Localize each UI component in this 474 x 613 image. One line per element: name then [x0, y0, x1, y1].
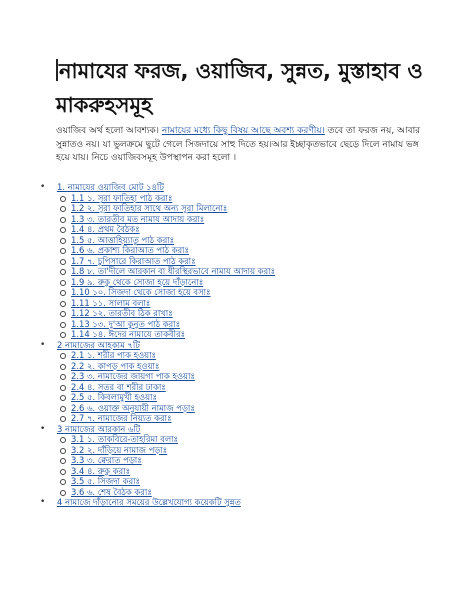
toc-item	[30, 245, 450, 256]
toc-item	[30, 350, 450, 361]
toc-item	[30, 203, 450, 214]
toc-section-1-link[interactable]: 1. নামাযের ওয়াজিব মোট ১৪টি	[57, 182, 164, 192]
toc-item	[30, 413, 450, 424]
toc-item-link[interactable]: 1.9 ৯. রুকু থেকে সোজা হয়ে দাঁড়ানোঃ	[71, 276, 204, 287]
toc-section-3	[30, 424, 450, 435]
toc-item	[30, 382, 450, 393]
toc-item	[30, 193, 450, 204]
toc-section-1	[30, 182, 450, 193]
toc-item	[30, 256, 450, 267]
toc-item-link[interactable]: 3.3 ৩. ক্বেরাত পড়াঃ	[71, 455, 142, 465]
toc-item	[30, 319, 450, 330]
toc-item-link[interactable]: 3.2 ২. দাঁড়িয়ে নামাজ পড়াঃ	[71, 444, 168, 455]
toc-item-link[interactable]: 3.6 ৬. শেষ বৈঠক করাঃ	[71, 486, 152, 497]
toc-item-link[interactable]: 3.5 ৫. সিজদা করাঃ	[71, 476, 141, 486]
toc-item-link[interactable]: 2.7 ৭. নামাজের নিয়্যত করাঃ	[71, 413, 172, 423]
toc-item	[30, 455, 450, 466]
toc-item	[30, 445, 450, 456]
toc-item	[30, 476, 450, 487]
toc-item-link[interactable]: 1.1 ১. সূরা ফাতিহা পাঠ করাঃ	[71, 192, 173, 203]
toc-item-link[interactable]: 1.5 ৫. আত্তাহিয়্যাতু পাঠ করাঃ	[71, 234, 175, 245]
toc-item-link[interactable]: 2.6 ৬. ওয়াক্ত অনুযায়ী নামাজ পড়াঃ	[71, 402, 195, 413]
toc-item	[30, 308, 450, 319]
toc-item-link[interactable]: 1.10 ১০. সিজদা থেকে সোজা হয়ে বসাঃ	[71, 287, 211, 297]
toc-item	[30, 403, 450, 414]
toc-item-link[interactable]: 1.7 ৭. চুপিসারে কিরাআত পাঠ করাঃ	[71, 255, 196, 266]
title-text: নামাযের ফরজ, ওয়াজিব, সুন্নত, মুস্তাহাব ও মাকরুহসমূহ	[56, 59, 423, 117]
intro-link[interactable]: নামাযের মধ্যে কিছু বিষয় আছে অবশ্য করণীয়।	[161, 126, 325, 136]
toc-item-link[interactable]: 1.6 ৬. প্রকাশ্য কিরাআত পাঠ করাঃ	[71, 245, 189, 255]
page-title	[56, 54, 456, 122]
toc-item-link[interactable]: 1.3 ৩. তারতীব মত নামায আদায় করাঃ	[71, 213, 205, 224]
toc-item	[30, 466, 450, 477]
toc-item	[30, 434, 450, 445]
toc-item-link[interactable]: 1.14 ১৪. ঈদের নামাযে তাকবীরঃ	[71, 329, 186, 339]
toc-item-link[interactable]: 2.5 ৫. কিবলামুখী হওয়াঃ	[71, 392, 157, 402]
toc-section-2	[30, 340, 450, 351]
intro-text-1: ওয়াজিব অর্থ হলো আবশ্যক।	[56, 126, 162, 136]
toc-item-link[interactable]: 3.4 ৪. রুকু করাঃ	[71, 465, 131, 476]
toc-item-link[interactable]: 1.8 ৮. তা'দীলে আরকান বা ধীরস্থিরভাবে নামায আদায় করাঃ	[71, 266, 276, 276]
toc-section-2-link[interactable]: 2 নামাজের আহকাম ৭টি	[57, 339, 140, 350]
toc-item	[30, 392, 450, 403]
toc-item-link[interactable]: 2.4 ৪. সতর বা শরীর ঢাকাঃ	[71, 381, 166, 392]
toc-item	[30, 287, 450, 298]
table-of-contents	[30, 182, 450, 508]
toc-item	[30, 361, 450, 372]
toc-item-link[interactable]: 1.4 ৪. প্রথম বৈঠকঃ	[71, 224, 140, 234]
toc-item-link[interactable]: 2.1 ১. শরীর পাক হওয়াঃ	[71, 350, 156, 360]
intro-text-2: তবে তা ফরজ নয়, আবার সুন্নাতও নয়। যা ভুলক্রমে ছুটে গেলে সিজদায়ে সাহু দিতে হয়।আর ইচ্ছাকৃতভাবে ছেড়ে দিলে নামায ভঙ্গ হয়ে যায়। নিচে ওয়াজিবসমূহ উপস্থাপন করা হলো ।	[56, 126, 421, 163]
toc-list	[30, 182, 450, 508]
toc-item-link[interactable]: 1.13 ১৩. দু'আ কুনুত পাঠ করাঃ	[71, 318, 181, 329]
toc-item	[30, 329, 450, 340]
toc-section-4	[30, 497, 450, 508]
toc-item-link[interactable]: 2.3 ৩. নামাজের জায়গা পাক হওয়াঃ	[71, 371, 195, 381]
toc-item-link[interactable]: 2.2 ২. কাপড় পাক হওয়াঃ	[71, 360, 160, 371]
toc-section-3-link[interactable]: 3 নামাজের আরকান ৬টি	[57, 423, 141, 434]
toc-item-link[interactable]: 1.12 ১২. তারতীব ঠিক রাখাঃ	[71, 308, 173, 318]
toc-item	[30, 371, 450, 382]
toc-item	[30, 266, 450, 277]
toc-item-link[interactable]: 1.2 ২. সূরা ফাতিহার সাথে অন্য সূরা মিলানোঃ	[71, 203, 228, 213]
toc-item	[30, 487, 450, 498]
toc-item	[30, 235, 450, 246]
toc-item	[30, 298, 450, 309]
toc-item	[30, 277, 450, 288]
toc-section-4-link[interactable]: 4 নামাজে দাঁড়ানোর সময়ের উল্লেখযোগ্য কয়েকটি সুন্নত	[57, 497, 241, 507]
toc-item	[30, 224, 450, 235]
toc-item	[30, 214, 450, 225]
intro-paragraph	[56, 125, 426, 166]
toc-item-link[interactable]: 1.11 ১১. সালাম বলাঃ	[71, 297, 151, 308]
text-cursor	[56, 59, 58, 81]
toc-item-link[interactable]: 3.1 ১. তাকবিরে-তাহরিমা বলাঃ	[71, 434, 179, 444]
